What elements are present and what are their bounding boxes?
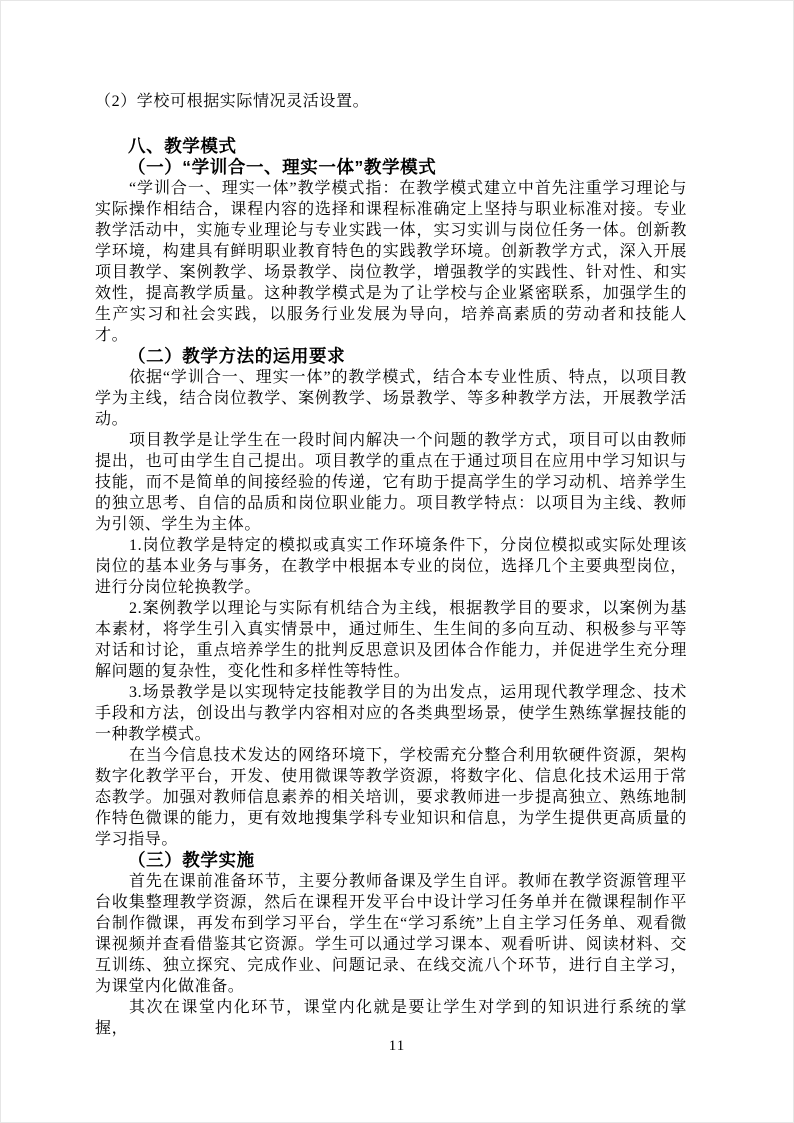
paragraph-list-item-3: 3.场景教学是以实现特定技能教学目的为出发点，运用现代教学理念、技术手段和方法，创设出与教学内容相对应的各类典型场景，使学生熟练掌握技能的一种教学模式。 (95, 684, 687, 743)
paragraph: 依据“学训合一、理实一体”的教学模式，结合本专业性质、特点，以项目教学为主线，结合岗位教学、案例教学、场景教学、等多种教学方法，开展教学活动。 (95, 369, 687, 428)
paragraph: “学训合一、理实一体”教学模式指：在教学模式建立中首先注重学习理论与实际操作相结合，课程内容的选择和课程标准确定上坚持与职业标准对接。专业教学活动中，实施专业理论与专业实践一体，实习实训与岗位任务一体。创新教学环境，构建具有鲜明职业教育特色的实践教学环境。创新教学方式，深入开展项目教学、案例教学、场景教学、岗位教学，增强教学的实践性、针对性、和实效性，提高教学质量。这种教学模式是为了让学校与企业紧密联系，加强学生的生产实习和社会实践，以服务行业发展为导向，培养高素质的劳动者和技能人才。 (95, 180, 687, 344)
subsection-heading-2: （二）教学方法的运用要求 (128, 346, 346, 366)
page-number: 11 (388, 1038, 406, 1054)
paragraph: 在当今信息技术发达的网络环境下，学校需充分整合利用软硬件资源，架构数字化教学平台，开发、使用微课等教学资源，将数字化、信息化技术运用于常态教学。加强对教师信息素养的相关培训，要求教师进一步提高独立、熟练地制作特色微课的能力，更有效地搜集学科专业知识和信息，为学生提供更高质量的学习指导。 (95, 747, 687, 848)
paragraph-list-item-2: 2.案例教学以理论与实际有机结合为主线，根据教学目的要求，以案例为基本素材，将学生引入真实情景中，通过师生、生生间的多向互动、积极参与平等对话和讨论，重点培养学生的批判反思意识及团体合作能力，并促进学生充分理解问题的复杂性，变化性和多样性等特性。 (95, 600, 687, 680)
paragraph: 其次在课堂内化环节，课堂内化就是要让学生对学到的知识进行系统的掌握， (95, 999, 687, 1037)
section-heading-teaching-model: 八、教学模式 (128, 136, 237, 156)
text-body (95, 91, 687, 1039)
paragraph: 首先在课前准备环节，主要分教师备课及学生自评。教师在教学资源管理平台收集整理教学资源，然后在课程开发平台中设计学习任务单并在微课程制作平台制作微课，再发布到学习平台，学生在“学习系统”上自主学习任务单、观看微课视频并查看借鉴其它资源。学生可以通过学习课本、观看听讲、阅读材料、交互训练、独立探究、完成作业、问题记录、在线交流八个环节，进行自主学习，为课堂内化做准备。 (95, 873, 687, 995)
paragraph-list-item-1: 1.岗位教学是特定的模拟或真实工作环境条件下，分岗位模拟或实际处理该岗位的基本业务与事务，在教学中根据本专业的岗位，选择几个主要典型岗位，进行分岗位轮换教学。 (95, 537, 687, 596)
subsection-heading-3: （三）教学实施 (128, 850, 255, 870)
paragraph: 项目教学是让学生在一段时间内解决一个问题的教学方式，项目可以由教师提出，也可由学生自己提出。项目教学的重点在于通过项目在应用中学习知识与技能，而不是简单的间接经验的传递，它有助于提高学生的学习动机、培养学生的独立思考、自信的品质和岗位职业能力。项目教学特点：以项目为主线、教师为引领、学生为主体。 (95, 432, 687, 533)
subsection-heading-1: （一）“学训合一、理实一体”教学模式 (128, 157, 437, 177)
paragraph-intro: （2）学校可根据实际情况灵活设置。 (95, 93, 370, 110)
